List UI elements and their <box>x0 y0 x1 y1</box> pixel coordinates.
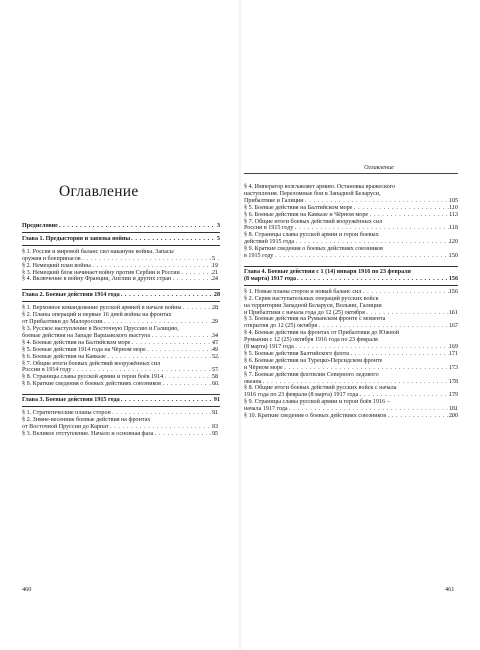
toc-entry-page: 156 <box>448 275 458 282</box>
dot-leader <box>154 431 219 438</box>
toc-entry <box>244 351 458 358</box>
toc-entry-title: § 9. Краткие сведения о боевых действиях союзников <box>22 381 162 388</box>
toc-entry: § 1. Верховное командование русской армией в начале войны . . . 28 <box>22 305 220 312</box>
dot-leader <box>350 351 456 358</box>
toc-entry-title: Предисловие <box>22 223 58 229</box>
toc-entry-title: § 4. Император возглавляет армию. Остановка вражеского <box>244 184 396 190</box>
toc-entry-title: § 2. Немецкий план войны <box>22 262 91 269</box>
page-number-right: 461 <box>445 586 455 593</box>
dot-leader <box>295 344 456 351</box>
toc-entry-page: 28 <box>213 292 220 299</box>
toc-entry <box>244 219 458 233</box>
dot-leader <box>82 256 219 263</box>
toc-entry-title: § 6. Боевые действия на Кавказе и Чёрном море <box>244 211 369 218</box>
toc-entry-title: 1916 года по 23 февраля (8 марта) 1917 года <box>244 392 359 399</box>
toc-entry-title: действий 1915 года <box>244 239 295 246</box>
toc-entry-title: Румынии с 12 (25) октября 1916 года по 23 февраля <box>244 337 378 344</box>
toc-entry-title: § 8. Страницы славы русской армии и герои боёв 1914 <box>22 374 164 381</box>
toc-entry-page: 179 <box>448 392 458 399</box>
right-page <box>240 0 480 650</box>
toc-entry-title: открытия до 12 (25) октября <box>244 323 318 330</box>
toc-entry <box>244 289 458 296</box>
running-header: Оглавление <box>364 164 394 171</box>
toc-entry-title: § 3. Немецкий блок начинает войну против Сербии и России <box>22 269 180 276</box>
toc-entry <box>244 385 458 399</box>
toc-entry-title: § 4. Включение в войну Франции, Англии и других стран <box>22 276 172 283</box>
dot-leader <box>112 410 219 417</box>
toc-entry: § 8. Страницы славы русской армии и герои боёв 1914 . . . 58 <box>22 374 220 381</box>
toc-entry <box>244 399 458 413</box>
toc-entry: § 1. Стратегические планы сторон . . . 91 <box>22 410 220 417</box>
toc-entry <box>244 413 458 420</box>
toc-entry <box>22 289 220 302</box>
toc-entry: § 7. Общие итоги боевых действий вооружённых сил России в 1914 году . . . 57 <box>22 361 220 375</box>
toc-entry: § 2. Планы операций и первые 16 дней войны на фронтах от Прибалтики до Малороссии . . . 29 <box>22 312 220 326</box>
toc-entry: § 4. Включение в войну Франции, Англии и других стран . . . 24 <box>22 276 220 283</box>
toc-entry: § 5. Боевые действия 1914 года на Чёрном море . . . 49 <box>22 347 220 354</box>
toc-title: Оглавление <box>59 183 139 200</box>
toc-entry-page: 171 <box>448 350 458 357</box>
toc-entry-title: § 1. Стратегические планы сторон <box>22 410 111 417</box>
dot-leader <box>164 374 219 381</box>
dot-leader <box>274 253 455 260</box>
toc-entry-title: § 7. Боевые действия флотилии Северного ледового <box>244 371 379 378</box>
toc-entry <box>244 205 458 212</box>
toc-entry-title: от Восточной Пруссии до Карпат <box>22 423 109 430</box>
toc-entry: § 3. Великое отступление. Начало и основная фаза . . . 95 <box>22 431 220 438</box>
dot-leader <box>284 365 456 372</box>
toc-entry <box>244 316 458 330</box>
toc-entry-page: 118 <box>449 225 458 232</box>
toc-entry-title: России в 1914 году <box>22 367 72 374</box>
toc-entry-title: § 8. Страницы славы русской армии и герои боевых <box>244 232 379 239</box>
toc-entry-page: 178 <box>448 378 458 385</box>
toc-entry-title: на территории Западной Беларуси, Волыни, Галиции <box>244 302 382 309</box>
dot-leader <box>162 381 219 388</box>
page-number-left: 460 <box>22 586 32 593</box>
toc-entry-title: § 3. Боевые действия на Румынском фронте с момента <box>244 316 386 323</box>
toc-entry: § 9. Краткие сведения о боевых действиях союзников . . . 60 <box>22 381 220 388</box>
toc-entry <box>244 296 458 317</box>
toc-entry-title: § 6. Боевые действия на Турецко-Персидском фронте <box>244 357 383 364</box>
toc-entry: § 6. Боевые действия на Кавказе . . . 52 <box>22 354 220 361</box>
toc-entry-title: § 4. Боевые действия на Балтийском море <box>22 339 131 346</box>
toc-entry-title: Глава 2. Боевые действия 1914 года <box>22 292 120 299</box>
toc-entry-page: 150 <box>448 253 458 260</box>
dot-leader <box>362 289 456 296</box>
section-gap <box>22 388 220 391</box>
toc-entry-title: § 8. Общие итоги боевых действий русских войск с начала <box>244 385 397 392</box>
toc-entry-title: § 6. Боевые действия на Кавказе <box>22 353 106 360</box>
toc-entry <box>22 223 220 233</box>
toc-entry-title: § 7. Общие итоги боевых действий вооружённых сил <box>22 360 161 367</box>
toc-entry-page: 105 <box>448 197 458 204</box>
toc-entry-title: Глава 4. Боевые действия с 1 (14) января 1916 по 23 февраля <box>244 268 411 275</box>
toc-entry-page: 110 <box>449 204 458 211</box>
toc-entry-title: начала 1917 года <box>244 406 288 413</box>
toc-entry-page: 169 <box>448 344 458 351</box>
toc-entry <box>244 184 458 205</box>
toc-entry-title: § 3. Русское наступление в Восточную Пруссию и Галицию, <box>22 325 179 332</box>
section-gap <box>22 283 220 286</box>
dot-leader <box>297 276 448 283</box>
toc-entry-title: § 2. Серия наступательных операций русских войск <box>244 295 379 302</box>
dot-leader <box>131 236 216 243</box>
toc-entry-title: § 3. Великое отступление. Начало и основная фаза <box>22 430 154 437</box>
toc-entry-title: § 7. Общие итоги боевых действий вооружённых сил <box>244 218 383 225</box>
toc-entry-page: 3 <box>216 223 220 229</box>
toc-entry-title: России в 1915 году <box>244 225 294 232</box>
toc-entry-title: Глава 1. Предыстория и завязка войны <box>22 235 131 242</box>
toc-entry-page: 5 <box>216 235 220 242</box>
toc-entry-title: океана <box>244 378 262 385</box>
toc-entry-page: 200 <box>448 413 458 420</box>
toc-entry: § 1. Россия и мировой баланс сил накануне войны. Запасы оружия и боеприпасов . . . 5 <box>22 249 220 263</box>
toc-entry-title: § 9. Страницы славы русской армии и герои боёв 1916 – <box>244 399 390 406</box>
dot-leader <box>104 319 219 326</box>
dot-leader <box>369 212 456 219</box>
toc-entry <box>22 394 220 407</box>
toc-entry: § 4. Боевые действия на Балтийском море . . . 47 <box>22 340 220 347</box>
dot-leader <box>151 333 219 340</box>
toc-entry-title: § 5. Боевые действия 1914 года на Чёрном море <box>22 346 146 353</box>
toc-entry-page: 161 <box>448 309 458 316</box>
toc-entry: § 2. Немецкий план войны . . . 19 <box>22 263 220 270</box>
toc-entries-left <box>22 223 220 438</box>
dot-leader <box>110 424 220 431</box>
toc-entry-title: Глава 3. Боевые действия 1915 года <box>22 397 120 404</box>
toc-entry: § 3. Немецкий блок начинает войну против Сербии и России . . . 21 <box>22 270 220 277</box>
toc-entries-right <box>244 184 458 420</box>
toc-entry <box>244 358 458 372</box>
toc-entry: § 3. Русское наступление в Восточную Пруссию и Галицию, боевые действия на Западе Варшавского выступа . . . 34 <box>22 326 220 340</box>
toc-entry-page: 173 <box>448 364 458 371</box>
toc-entry-title: (8 марта) 1917 года <box>244 344 294 351</box>
toc-entry-title: § 5. Боевые действия на Балтийском море <box>244 204 353 211</box>
toc-entry-title: от Прибалтики до Малороссии <box>22 319 103 326</box>
toc-entry-title: § 1. Новые планы сторон и новый баланс сил <box>244 288 362 295</box>
dot-leader <box>387 413 456 420</box>
toc-entry-title: наступления. Переломные бои в Западной Беларуси, <box>244 190 381 197</box>
dot-leader <box>147 347 219 354</box>
toc-entry-title: § 1. Верховное командование русской армией в начале войны <box>22 305 182 312</box>
dot-leader <box>131 340 219 347</box>
toc-entry-title: и Прибалтики с начала года до 12 (25) октября <box>244 309 365 316</box>
toc-entry-title: § 10. Краткие сведения о боевых действиях союзников <box>244 413 387 420</box>
toc-entry-page: 120 <box>448 239 458 246</box>
header-rule <box>244 173 458 174</box>
toc-entry-title: § 9. Краткие сведения о боевых действиях союзников <box>244 246 384 253</box>
toc-entry-page: 167 <box>448 323 458 330</box>
dot-leader <box>59 223 216 230</box>
toc-entry-title: боевые действия на Западе Варшавского выступа <box>22 332 151 339</box>
toc-entry-page: 113 <box>449 211 458 218</box>
toc-entry-title: § 1. Россия и мировой баланс сил накануне войны. Запасы <box>22 248 174 255</box>
toc-entry-page: 91 <box>213 397 220 404</box>
toc-entry-title: (8 марта) 1917 года <box>244 275 297 282</box>
section-gap <box>244 260 458 263</box>
toc-entry <box>244 232 458 246</box>
toc-entry-title: § 5. Боевые действия Балтийского флота <box>244 350 350 357</box>
toc-entry-title: оружия и боеприпасов <box>22 255 81 262</box>
toc-entry-title: и Чёрном море <box>244 364 283 371</box>
dot-leader <box>92 263 219 270</box>
toc-entry: § 2. Зимне-весенние боевые действия на фронтах от Восточной Пруссии до Карпат . . . 93 <box>22 417 220 431</box>
dot-leader <box>353 205 456 212</box>
toc-entry-title: Прибалтике и Галиции <box>244 197 304 204</box>
dot-leader <box>107 354 219 361</box>
toc-entry <box>244 372 458 386</box>
toc-entry <box>244 266 458 286</box>
toc-entry-title: § 4. Боевые действия на фронтах от Прибалтики до Южной <box>244 330 400 337</box>
toc-entry-title: § 2. Зимне-весенние боевые действия на фронтах <box>22 416 151 423</box>
toc-entry-page: 181 <box>448 406 458 413</box>
toc-entry-title: § 2. Планы операций и первые 16 дней войны на фронтах <box>22 312 172 319</box>
dot-leader <box>121 397 213 404</box>
toc-entry-title: в 1915 году <box>244 253 274 260</box>
toc-entry <box>22 236 220 246</box>
dot-leader <box>121 292 213 299</box>
toc-entry <box>244 246 458 260</box>
toc-entry <box>244 330 458 351</box>
dot-leader <box>305 198 456 205</box>
toc-entry-page: 156 <box>448 288 458 295</box>
toc-entry <box>244 212 458 219</box>
